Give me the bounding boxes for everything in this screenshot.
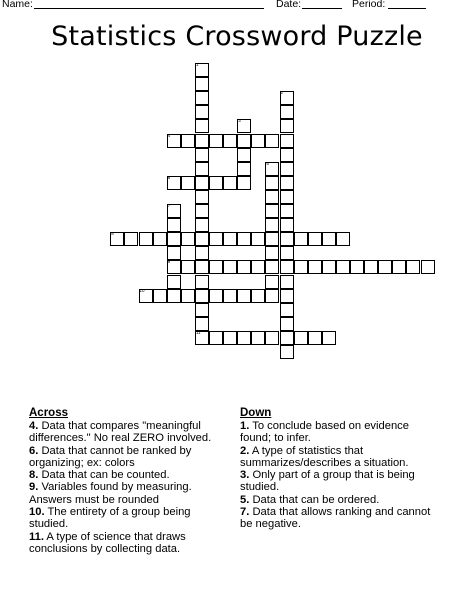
crossword-cell[interactable] bbox=[350, 260, 364, 274]
crossword-cell[interactable] bbox=[294, 260, 308, 274]
clue-number: 5. bbox=[240, 493, 250, 506]
crossword-cell[interactable] bbox=[280, 148, 294, 162]
crossword-cell[interactable] bbox=[195, 148, 209, 162]
crossword-cell[interactable] bbox=[153, 232, 167, 246]
crossword-cell[interactable] bbox=[195, 275, 209, 289]
crossword-cell[interactable] bbox=[280, 119, 294, 133]
crossword-cell[interactable] bbox=[209, 232, 223, 246]
crossword-cell[interactable] bbox=[153, 289, 167, 303]
crossword-cell[interactable] bbox=[322, 331, 336, 345]
crossword-cell[interactable] bbox=[251, 289, 265, 303]
crossword-cell[interactable] bbox=[237, 260, 251, 274]
crossword-cell[interactable] bbox=[195, 105, 209, 119]
crossword-cell[interactable] bbox=[265, 260, 279, 274]
crossword-cell[interactable] bbox=[265, 162, 279, 176]
crossword-cell[interactable] bbox=[195, 317, 209, 331]
crossword-cell[interactable] bbox=[167, 246, 181, 260]
crossword-cell[interactable] bbox=[294, 331, 308, 345]
crossword-cell[interactable] bbox=[195, 119, 209, 133]
clue-number: 7 bbox=[167, 203, 171, 208]
crossword-cell[interactable] bbox=[223, 134, 237, 148]
crossword-cell[interactable] bbox=[167, 218, 181, 232]
crossword-cell[interactable] bbox=[265, 275, 279, 289]
crossword-cell[interactable] bbox=[195, 162, 209, 176]
across-clue bbox=[29, 445, 229, 470]
across-clue bbox=[29, 506, 229, 531]
crossword-cell[interactable] bbox=[280, 289, 294, 303]
crossword-cell[interactable] bbox=[421, 260, 435, 274]
clue-number: 6 bbox=[167, 174, 171, 180]
crossword-cell[interactable] bbox=[308, 331, 322, 345]
crossword-cell[interactable] bbox=[181, 260, 195, 274]
across-clue bbox=[29, 420, 229, 445]
crossword-cell[interactable] bbox=[265, 190, 279, 204]
crossword-cell[interactable] bbox=[110, 232, 124, 246]
crossword-cell[interactable] bbox=[181, 134, 195, 148]
crossword-cell[interactable] bbox=[223, 331, 237, 345]
crossword-cell[interactable] bbox=[167, 134, 181, 148]
crossword-cell[interactable] bbox=[237, 134, 251, 148]
crossword-cell[interactable] bbox=[280, 232, 294, 246]
down-clue-list bbox=[240, 420, 440, 531]
clue-number: 11. bbox=[29, 530, 44, 543]
crossword-cell[interactable] bbox=[195, 232, 209, 246]
crossword-cell[interactable] bbox=[280, 162, 294, 176]
crossword-cell[interactable] bbox=[195, 77, 209, 91]
crossword-cell[interactable] bbox=[195, 176, 209, 190]
crossword-cell[interactable] bbox=[209, 260, 223, 274]
crossword-cell[interactable] bbox=[195, 246, 209, 260]
clue-text: To conclude based on evidence found; to infer. bbox=[240, 420, 409, 445]
crossword-cell[interactable] bbox=[280, 275, 294, 289]
across-clue bbox=[29, 469, 229, 481]
crossword-cell[interactable] bbox=[322, 232, 336, 246]
clue-number: 1. bbox=[240, 420, 250, 432]
clue-text: Data that can be counted. bbox=[38, 469, 170, 482]
down-clue bbox=[240, 445, 440, 470]
crossword-cell[interactable] bbox=[280, 345, 294, 359]
clue-text: A type of science that draws conclusions by collecting data. bbox=[29, 530, 186, 555]
crossword-cell[interactable] bbox=[336, 260, 350, 274]
crossword-cell[interactable] bbox=[364, 260, 378, 274]
clue-text: Data that cannot be ranked by organizing; ex: colors bbox=[29, 444, 192, 469]
clue-number: 3. bbox=[240, 469, 250, 482]
clue-text: Data that compares "meaningful differences." No real ZERO involved. bbox=[29, 420, 212, 445]
period-label: Period: bbox=[352, 0, 386, 10]
clue-number: 4 bbox=[167, 132, 171, 138]
clue-number: 10. bbox=[29, 506, 45, 519]
crossword-cell[interactable] bbox=[280, 260, 294, 274]
across-clue bbox=[29, 531, 229, 556]
crossword-cell[interactable] bbox=[209, 331, 223, 345]
crossword-cell[interactable] bbox=[237, 176, 251, 190]
crossword-cell[interactable] bbox=[167, 176, 181, 190]
clue-number: 8 bbox=[111, 231, 114, 237]
crossword-cell[interactable] bbox=[223, 176, 237, 190]
clue-number: 3 bbox=[238, 118, 241, 124]
page-title: Statistics Crossword Puzzle bbox=[51, 21, 423, 52]
crossword-cell[interactable] bbox=[265, 176, 279, 190]
clue-number: 5 bbox=[266, 160, 269, 166]
clue-number: 6. bbox=[29, 444, 39, 457]
crossword-cell[interactable] bbox=[195, 204, 209, 218]
crossword-cell[interactable] bbox=[195, 289, 209, 303]
crossword-cell[interactable] bbox=[378, 260, 392, 274]
crossword-cell[interactable] bbox=[336, 232, 350, 246]
down-heading: Down bbox=[240, 407, 272, 419]
clue-text: The entirety of a group being studied. bbox=[29, 506, 191, 531]
across-clue bbox=[29, 481, 229, 506]
date-label: Date: bbox=[276, 0, 302, 10]
crossword-cell[interactable] bbox=[237, 119, 251, 133]
crossword-cell[interactable] bbox=[181, 176, 195, 190]
crossword-cell[interactable] bbox=[280, 91, 294, 105]
crossword-cell[interactable] bbox=[251, 232, 265, 246]
clue-text: Variables found by measuring. Answers must be rounded bbox=[29, 481, 192, 506]
clue-number: 1 bbox=[195, 62, 199, 67]
crossword-cell[interactable] bbox=[237, 331, 251, 345]
crossword-cell[interactable] bbox=[265, 134, 279, 148]
crossword-cell[interactable] bbox=[195, 303, 209, 317]
clue-text: Data that allows ranking and cannot be negative. bbox=[240, 506, 431, 531]
crossword-cell[interactable] bbox=[181, 289, 195, 303]
clue-text: Only part of a group that is being studied. bbox=[240, 469, 415, 494]
crossword-cell[interactable] bbox=[308, 232, 322, 246]
crossword-cell[interactable] bbox=[139, 289, 153, 303]
across-clue-list bbox=[29, 420, 229, 555]
down-clue bbox=[240, 506, 440, 531]
crossword-cell[interactable] bbox=[237, 162, 251, 176]
clue-text: A type of statistics that summarizes/describes a situation. bbox=[240, 444, 409, 469]
clue-number: 9 bbox=[167, 259, 171, 265]
crossword-cell[interactable] bbox=[223, 232, 237, 246]
crossword-cell[interactable] bbox=[280, 190, 294, 204]
crossword-cell[interactable] bbox=[237, 148, 251, 162]
crossword-cell[interactable] bbox=[223, 289, 237, 303]
clue-number: 7. bbox=[240, 506, 250, 519]
crossword-cell[interactable] bbox=[280, 105, 294, 119]
crossword-cell[interactable] bbox=[195, 63, 209, 77]
crossword-cell[interactable] bbox=[195, 190, 209, 204]
crossword-cell[interactable] bbox=[223, 260, 237, 274]
crossword-cell[interactable] bbox=[280, 303, 294, 317]
crossword-cell[interactable] bbox=[195, 218, 209, 232]
crossword-cell[interactable] bbox=[237, 232, 251, 246]
crossword-cell[interactable] bbox=[167, 232, 181, 246]
crossword-cell[interactable] bbox=[265, 331, 279, 345]
clue-number: 10 bbox=[139, 287, 145, 293]
crossword-cell[interactable] bbox=[280, 331, 294, 345]
clue-number: 11 bbox=[195, 329, 201, 335]
crossword-cell[interactable] bbox=[195, 91, 209, 105]
crossword-cell[interactable] bbox=[265, 246, 279, 260]
name-label: Name: bbox=[2, 0, 33, 10]
crossword-cell[interactable] bbox=[195, 331, 209, 345]
crossword-cell[interactable] bbox=[251, 134, 265, 148]
clue-number: 2 bbox=[280, 90, 284, 96]
crossword-cell[interactable] bbox=[265, 289, 279, 303]
crossword-cell[interactable] bbox=[280, 317, 294, 331]
down-clue bbox=[240, 420, 440, 445]
crossword-cell[interactable] bbox=[251, 260, 265, 274]
crossword-cell[interactable] bbox=[406, 260, 420, 274]
crossword-cell[interactable] bbox=[322, 260, 336, 274]
clue-number: 2. bbox=[240, 444, 250, 457]
crossword-cell[interactable] bbox=[265, 204, 279, 218]
crossword-cell[interactable] bbox=[280, 204, 294, 218]
crossword-cell[interactable] bbox=[280, 246, 294, 260]
crossword-cell[interactable] bbox=[209, 176, 223, 190]
crossword-cell[interactable] bbox=[280, 218, 294, 232]
crossword-cell[interactable] bbox=[167, 275, 181, 289]
down-clue bbox=[240, 469, 440, 494]
crossword-cell[interactable] bbox=[280, 134, 294, 148]
crossword-cell[interactable] bbox=[209, 289, 223, 303]
crossword-cell[interactable] bbox=[195, 134, 209, 148]
crossword-cell[interactable] bbox=[280, 176, 294, 190]
crossword-cell[interactable] bbox=[167, 204, 181, 218]
crossword-cell[interactable] bbox=[139, 232, 153, 246]
crossword-cell[interactable] bbox=[237, 289, 251, 303]
clue-text: Data that can be ordered. bbox=[249, 493, 380, 506]
clue-number: 9. bbox=[29, 481, 39, 494]
crossword-cell[interactable] bbox=[167, 260, 181, 274]
crossword-cell[interactable] bbox=[251, 331, 265, 345]
down-clue bbox=[240, 494, 440, 506]
crossword-cell[interactable] bbox=[308, 260, 322, 274]
crossword-cell[interactable] bbox=[265, 232, 279, 246]
crossword-cell[interactable] bbox=[195, 260, 209, 274]
crossword-cell[interactable] bbox=[265, 218, 279, 232]
crossword-cell[interactable] bbox=[181, 232, 195, 246]
crossword-cell[interactable] bbox=[392, 260, 406, 274]
across-heading: Across bbox=[29, 407, 68, 419]
crossword-cell[interactable] bbox=[209, 134, 223, 148]
crossword-cell[interactable] bbox=[124, 232, 138, 246]
crossword-cell[interactable] bbox=[167, 289, 181, 303]
clue-number: 8. bbox=[29, 469, 39, 482]
clue-number: 4. bbox=[29, 420, 39, 432]
crossword-cell[interactable] bbox=[294, 232, 308, 246]
